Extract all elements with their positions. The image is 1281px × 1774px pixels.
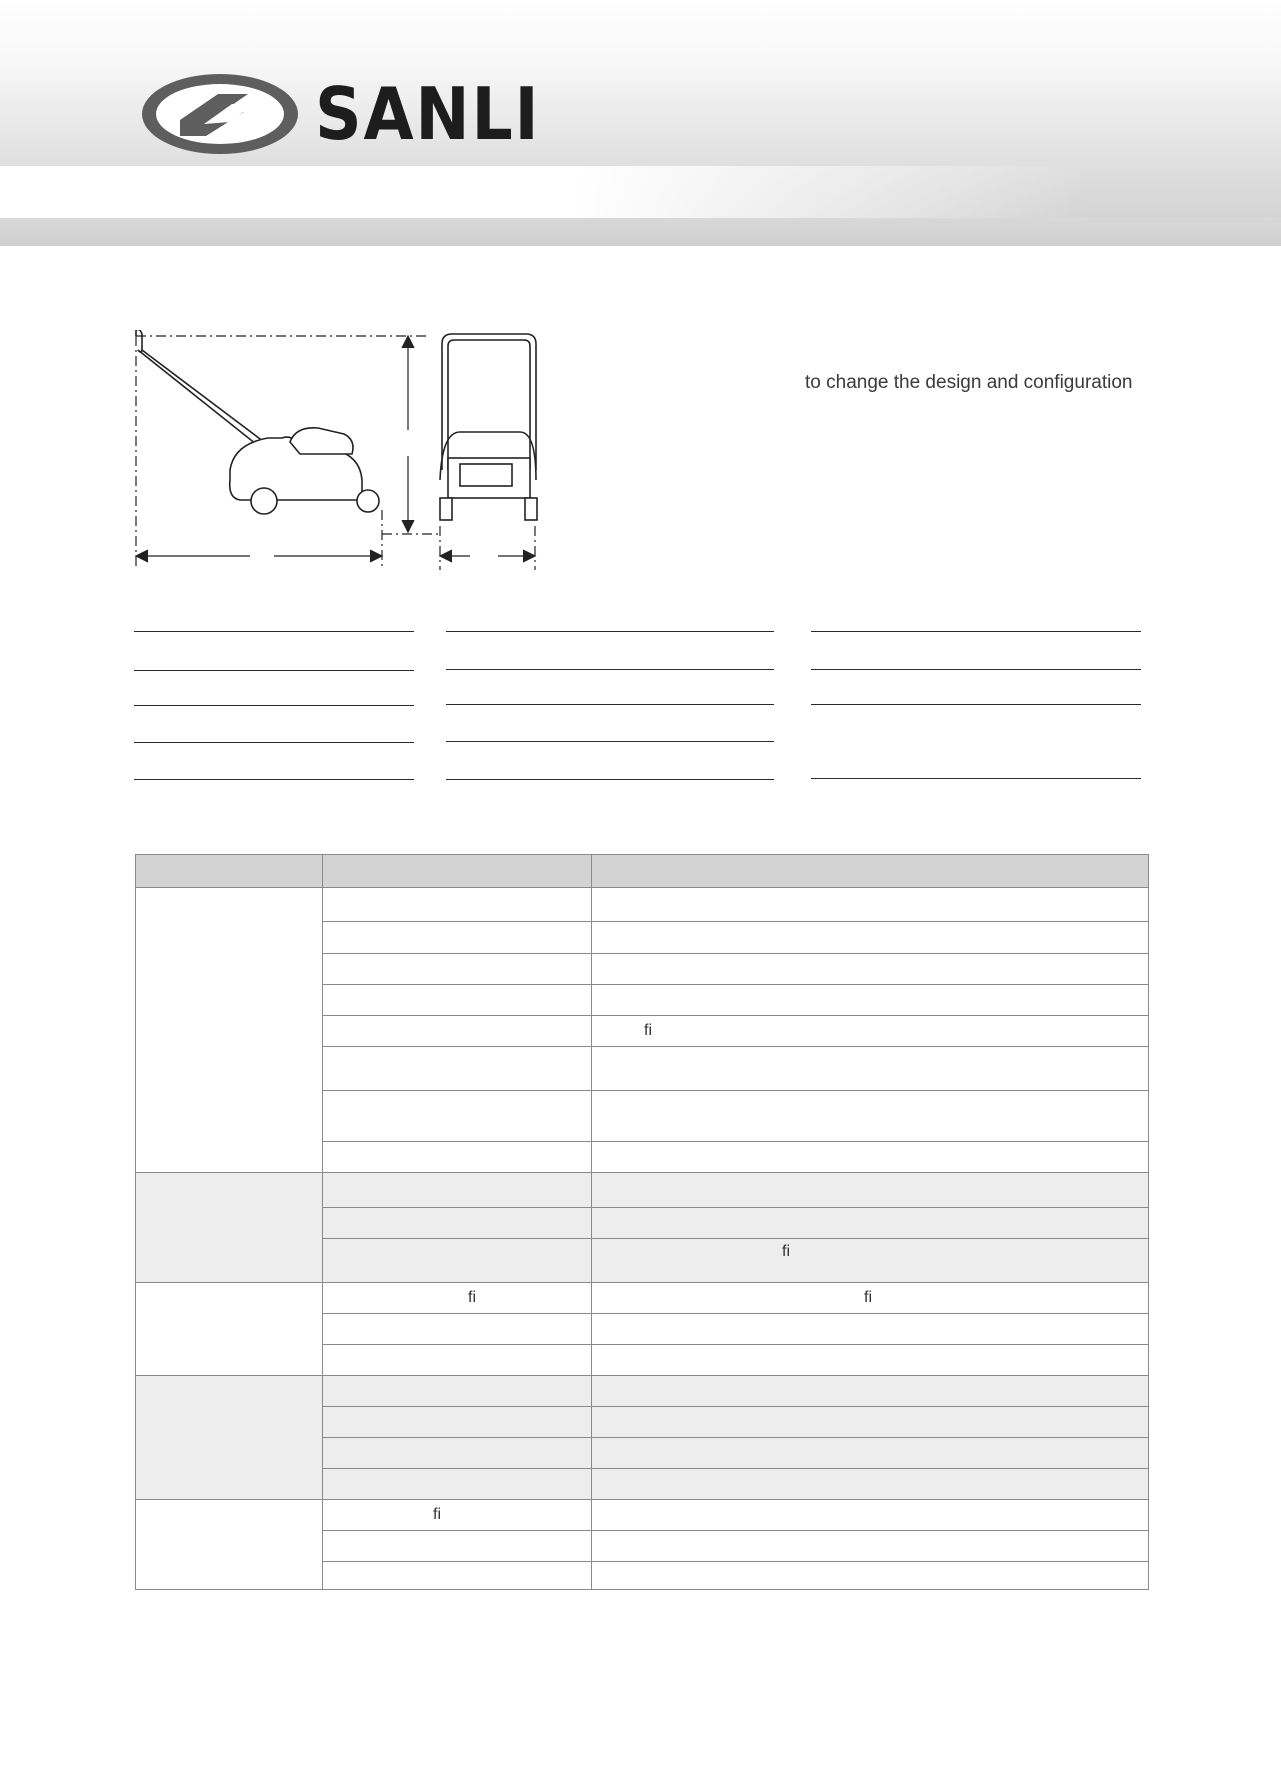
rule-line [446, 704, 774, 705]
row-value [592, 1314, 1149, 1345]
rule-line [134, 779, 414, 780]
spec-table [135, 854, 1149, 1590]
row-item [323, 1016, 592, 1047]
rule-line [811, 669, 1141, 670]
row-value [592, 1407, 1149, 1438]
rule-line [134, 670, 414, 671]
mower-front-view [440, 334, 537, 520]
row-value [592, 1469, 1149, 1500]
row-item [323, 922, 592, 954]
row-value [592, 1047, 1149, 1091]
header-bottom-bar [0, 218, 1281, 246]
rule-line [811, 778, 1141, 779]
row-value [592, 1345, 1149, 1376]
rule-line [134, 631, 414, 632]
sanli-emblem-icon [140, 72, 300, 156]
rule-line [811, 631, 1141, 632]
row-value [592, 888, 1149, 922]
rule-line [446, 741, 774, 742]
header-group [136, 855, 323, 888]
row-item [323, 1562, 592, 1590]
row-item [323, 954, 592, 985]
rule-line [446, 669, 774, 670]
rule-line [446, 779, 774, 780]
row-item [323, 1142, 592, 1173]
group-label [136, 1376, 323, 1500]
table-row [136, 888, 1149, 922]
row-value [592, 1500, 1149, 1531]
row-value [592, 1562, 1149, 1590]
spec-table-header [136, 855, 1149, 888]
header-item [323, 855, 592, 888]
row-value [592, 954, 1149, 985]
row-value [592, 1142, 1149, 1173]
row-value [592, 1208, 1149, 1239]
row-item [323, 1531, 592, 1562]
row-item [323, 1314, 592, 1345]
row-value [592, 1438, 1149, 1469]
header-value [592, 855, 1149, 888]
brand-name: SANLI [315, 72, 541, 156]
row-value [592, 922, 1149, 954]
rule-line [811, 704, 1141, 705]
row-item [323, 1438, 592, 1469]
row-value [592, 1376, 1149, 1407]
row-value [592, 1091, 1149, 1142]
brand-logo [140, 72, 541, 156]
row-value: fi [592, 1016, 1149, 1047]
row-item: fi [323, 1500, 592, 1531]
row-item [323, 1047, 592, 1091]
rule-line [134, 705, 414, 706]
row-item [323, 1469, 592, 1500]
mower-side-view [136, 330, 379, 514]
table-row [136, 1173, 1149, 1208]
group-label [136, 1283, 323, 1376]
rule-line [134, 742, 414, 743]
row-item [323, 1376, 592, 1407]
mower-dimension-drawing [130, 330, 550, 575]
row-item [323, 1173, 592, 1208]
table-row [136, 1500, 1149, 1531]
row-value: fi [592, 1239, 1149, 1283]
rule-line [446, 631, 774, 632]
row-item [323, 1208, 592, 1239]
row-item [323, 1091, 592, 1142]
design-change-notice: to change the design and configuration [805, 372, 1133, 393]
row-item [323, 1345, 592, 1376]
row-value [592, 1173, 1149, 1208]
table-row [136, 1376, 1149, 1407]
row-item [323, 888, 592, 922]
row-item: fi [323, 1283, 592, 1314]
group-label [136, 1500, 323, 1590]
header-white-strip [0, 166, 1281, 218]
table-row [136, 1283, 1149, 1314]
group-label [136, 888, 323, 1173]
row-item [323, 1407, 592, 1438]
row-value [592, 1531, 1149, 1562]
row-value: fi [592, 1283, 1149, 1314]
row-item [323, 1239, 592, 1283]
group-label [136, 1173, 323, 1283]
row-item [323, 985, 592, 1016]
row-value [592, 985, 1149, 1016]
